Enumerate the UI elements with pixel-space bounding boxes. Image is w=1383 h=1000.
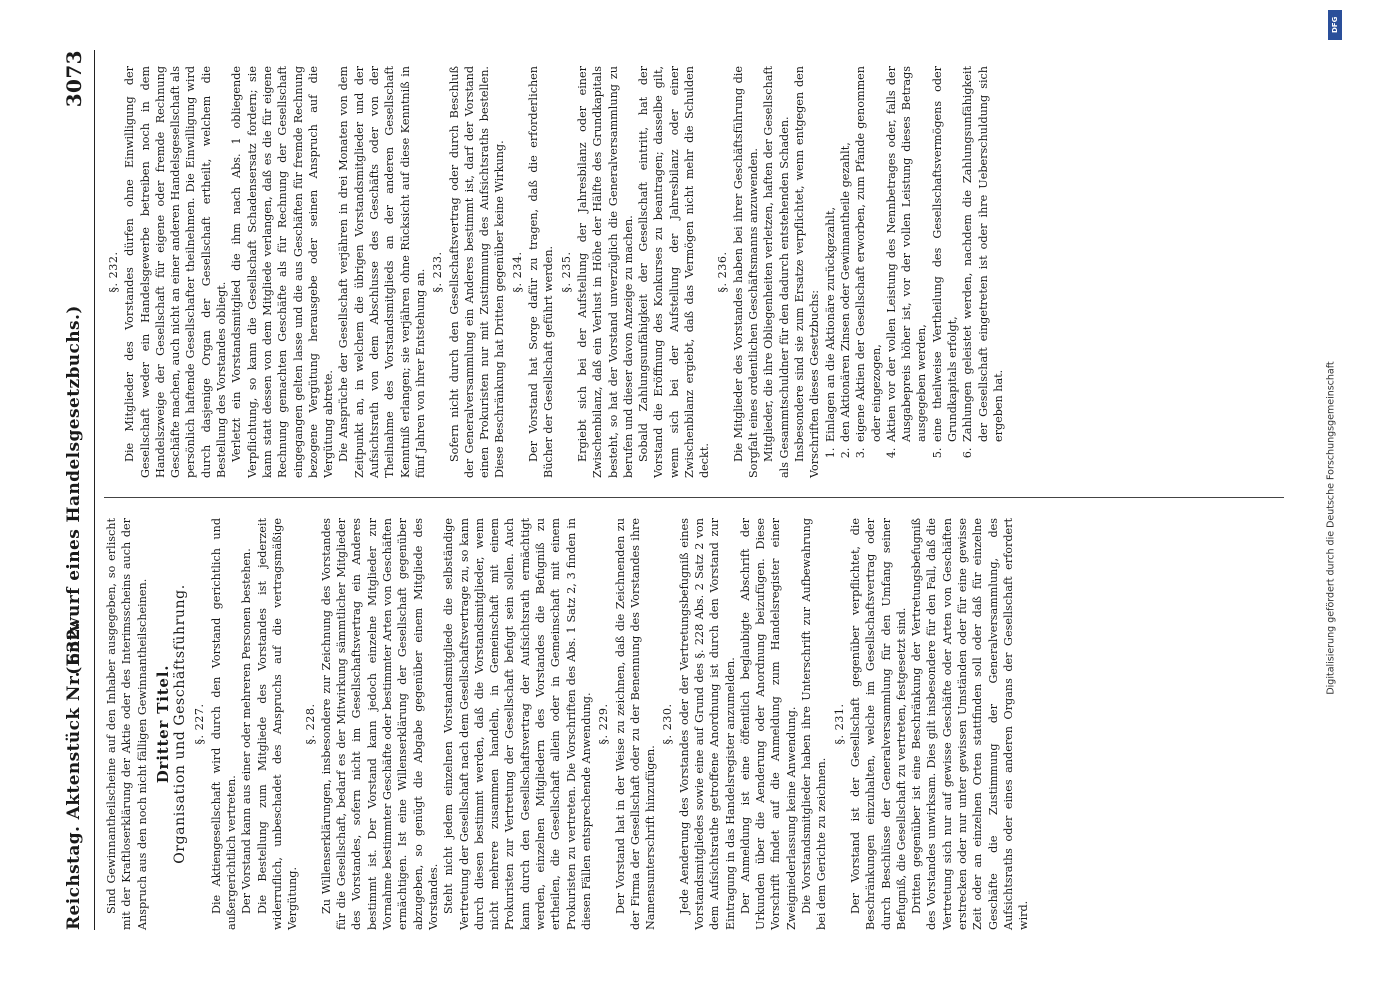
paragraph-heading-234: §. 234. <box>510 251 524 293</box>
page-number: 3073 <box>62 50 86 108</box>
list-item: 2. den Aktionären Zinsen oder Gewinnantheile gezahlt, <box>838 66 853 444</box>
paragraph: Die Mitglieder des Vorstandes haben bei ihrer Geschäftsführung die Sorgfalt eines ordentlichen Geschäftsmanns anzuwenden. <box>731 66 761 478</box>
paragraph-heading-231: §. 231. <box>832 703 846 745</box>
paragraph: Verletzt ein Vorstandsmitglied die ihm nach Abs. 1 obliegende Verpflichtung, so kann die Gesellschaft Schadensersatz fordern; sie kann statt dessen von dem Mitgliede verlangen, daß es die für eigene Rechnung gemachten Geschäfte als für Rechnung der Gesellschaft eingegangen gelten lasse und die aus Geschäften für fremde Rechnung bezogene Vergütung herausgebe oder seinen Anspruch auf die Vergütung abtrete. <box>230 66 336 478</box>
list-item: 1. Einlagen an die Aktionäre zurückgezahlt, <box>823 66 838 444</box>
rotated-document-page <box>60 50 1300 930</box>
paragraph-heading-235: §. 235. <box>559 251 573 293</box>
paragraph-heading-236: §. 236. <box>715 251 729 293</box>
left-column <box>104 518 1032 930</box>
liability-list <box>823 66 1007 478</box>
right-column <box>104 66 1006 478</box>
credit-text: Digitalisierung gefördert durch die Deutsche Forschungsgemeinschaft <box>1325 361 1337 695</box>
paragraph: Die Ansprüche der Gesellschaft verjähren in drei Monaten von dem Zeitpunkt an, in welchem die übrigen Vorstandsmitglieder und der Aufsichtsrath von dem Abschlusse des Geschäfts oder von der Theilnahme des Vorstandsmitglieds an der anderen Gesellschaft Kenntniß erlangen; sie verjähren ohne Rücksicht auf diese Kenntniß in fünf Jahren von ihrer Entstehung an. <box>337 66 427 478</box>
paragraph-heading-229: §. 229. <box>597 703 611 745</box>
digitization-credit <box>1288 8 1374 998</box>
list-item: 4. Aktien vor der vollen Leistung des Nennbetrages oder, falls der Ausgabepreis höher ist, vor der vollen Leistung dieses Betrags ausgegeben werden, <box>884 66 930 444</box>
paragraph: Dritten gegenüber ist eine Beschränkung der Vertretungsbefugniß des Vorstandes unwirksam. Dies gilt insbesondere für den Fall, daß die Vertretung sich nur auf gewisse Geschäfte oder Arten von Geschäften erstrecken oder nur unter gewissen Umständen oder für eine gewisse Zeit oder an einzelnen Orten stattfinden soll oder daß für einzelne Geschäfte die Zustimmung der Generalversammlung, des Aufsichtsraths oder eines anderen Organs der Gesellschaft erfordert wird. <box>910 518 1031 930</box>
list-item: 3. eigene Aktien der Gesellschaft erworben, zum Pfande genommen oder eingezogen, <box>853 66 884 444</box>
paragraph: Zu Willenserklärungen, insbesondere zur Zeichnung des Vorstandes für die Gesellschaft, bedarf es der Mitwirkung sämmtlicher Mitglieder des Vorstandes, sofern nicht im Gesellschaftsvertrag ein Anderes bestimmt ist. Der Vorstand kann jedoch einzelne Mitglieder zur Vornahme bestimmter Geschäfte oder bestimmter Arten von Geschäften ermächtigen. Ist eine Willenserklärung der Gesellschaft gegenüber abzugeben, so genügt die Abgabe gegenüber einem Mitgliede des Vorstandes. <box>319 518 440 930</box>
dfg-logo: DFG <box>1328 10 1342 40</box>
paragraph: Jede Aenderung des Vorstandes oder der Vertretungsbefugniß eines Vorstandsmitgliedes sowie eine auf Grund des §. 228 Abs. 2 Satz 2 von dem Aufsichtsrathe getroffene Anordnung ist durch den Vorstand zur Eintragung in das Handelsregister anzumelden. <box>677 518 737 930</box>
paragraph-heading-232: §. 232. <box>107 251 120 293</box>
paragraph: Sofern nicht durch den Gesellschaftsvertrag oder durch Beschluß der Generalversammlung ein Anderes bestimmt ist, darf der Vorstand einen Prokuristen nur mit Zustimmung des Aufsichtsraths bestellen. Diese Beschränkung hat Dritten gegenüber keine Wirkung. <box>447 66 507 478</box>
column-divider <box>104 497 1284 498</box>
paragraph: Der Vorstand kann aus einer oder mehreren Personen bestehen. <box>240 548 254 914</box>
paragraph-heading-233: §. 233. <box>431 251 445 293</box>
paragraph: Ergiebt sich bei der Aufstellung der Jahresbilanz oder einer Zwischenbilanz, daß ein Verlust in Höhe der Hälfte des Grundkapitals besteht, so hat der Vorstand unverzüglich die Generalversammlung zu berufen und dieser davon Anzeige zu machen. <box>575 66 635 478</box>
paragraph-heading-230: §. 230. <box>661 703 675 745</box>
paragraph: Der Vorstand hat in der Weise zu zeichnen, daß die Zeichnenden zu der Firma der Gesellschaft oder zu der Benennung des Vorstandes ihre Namensunterschrift hinzufügen. <box>613 518 658 930</box>
list-item: 5. eine theilweise Vertheilung des Gesellschaftsvermögens oder Grundkapitals erfolgt, <box>930 66 961 444</box>
paragraph: Sind Gewinnantheilscheine auf den Inhaber ausgegeben, so erlischt mit der Kraftloserklärung der Aktie oder des Interimsscheins auch der Anspruch aus den noch nicht fälligen Gewinnantheilscheinen. <box>105 518 149 930</box>
paragraph: Die Mitglieder des Vorstandes dürfen ohne Einwilligung der Gesellschaft weder ein Handelsgewerbe betreiben noch in dem Handelszweige der Gesellschaft für eigene oder fremde Rechnung Geschäfte machen, auch nicht an einer anderen Handelsgesellschaft als persönlich haftende Gesellschafter theilnehmen. Die Einwilligung wird durch dasjenige Organ der Gesellschaft ertheilt, welchem die Bestellung des Vorstandes obliegt. <box>123 66 229 478</box>
paragraph: Die Bestellung zum Mitgliede des Vorstandes ist jederzeit widerruflich, unbeschadet des Anspruchs auf die vertragsmäßige Vergütung. <box>255 518 300 930</box>
paragraph: Die Vorstandsmitglieder haben ihre Unterschrift zur Aufbewahrung bei dem Gerichte zu zeichnen. <box>800 518 829 930</box>
paragraph: Die Aktiengesellschaft wird durch den Vorstand gerichtlich und außergerichtlich vertreten. <box>209 518 239 930</box>
paragraph-heading-227: §. 227. <box>193 703 207 745</box>
paragraph: Der Anmeldung ist eine öffentlich beglaubigte Abschrift der Urkunden über die Aenderung oder Anordnung beizufügen. Diese Vorschrift findet auf die Anmeldung zum Handelsregister einer Zweigniederlassung keine Anwendung. <box>738 518 798 930</box>
paragraph: Mitglieder, die ihre Obliegenheiten verletzen, haften der Gesellschaft als Gesammtschuldner für den dadurch entstehenden Schaden. <box>762 66 791 478</box>
list-item: 6. Zahlungen geleistet werden, nachdem die Zahlungsunfähigkeit der Gesellschaft eingetreten ist oder ihre Ueberschuldung sich ergeben hat. <box>960 66 1006 444</box>
paragraph-heading-228: §. 228. <box>303 703 317 745</box>
header-center: (Entwurf eines Handelsgesetzbuchs.) <box>64 305 84 675</box>
section-subtitle: Organisation und Geschäftsführung. <box>172 584 189 864</box>
paragraph: Insbesondere sind sie zum Ersatze verpflichtet, wenn entgegen den Vorschriften dieses Gesetzbuchs: <box>793 66 822 478</box>
paragraph: Sobald Zahlungsunfähigkeit der Gesellschaft eintritt, hat der Vorstand die Eröffnung des Konkurses zu beantragen; dasselbe gilt, wenn sich bei der Aufstellung der Jahresbilanz oder einer Zwischenbilanz ergiebt, daß das Vermögen nicht mehr die Schulden deckt. <box>637 66 712 478</box>
paragraph: Steht nicht jedem einzelnen Vorstandsmitgliede die selbständige Vertretung der Gesellschaft nach dem Gesellschaftsvertrage zu, so kann durch diesen bestimmt werden, daß die Vorstandsmitglieder, wenn nicht mehrere zusammen handeln, in Gemeinschaft mit einem Prokuristen zur Vertretung der Gesellschaft befugt sein sollen. Auch kann durch den Gesellschaftsvertrag der Aufsichtsrath ermächtigt werden, einzelnen Mitgliedern des Vorstandes die Befugniß zu ertheilen, die Gesellschaft allein oder in Gemeinschaft mit einem Prokuristen zu vertreten. Die Vorschriften des Abs. 1 Satz 2, 3 finden in diesen Fällen entsprechende Anwendung. <box>442 518 593 930</box>
header-left: Reichstag. Aktenstück Nr. 632. <box>64 621 84 930</box>
page-header <box>60 50 95 930</box>
section-title: Dritter Titel. <box>153 664 172 784</box>
paragraph: Der Vorstand ist der Gesellschaft gegenüber verpflichtet, die Beschränkungen einzuhalten, welche im Gesellschaftsvertrag oder durch Beschlüsse der Generalversammlung für den Umfang seiner Befugniß, die Gesellschaft zu vertreten, festgesetzt sind. <box>848 518 908 930</box>
paragraph: Der Vorstand hat Sorge dafür zu tragen, daß die erforderlichen Bücher der Gesellschaft geführt werden. <box>527 66 556 478</box>
